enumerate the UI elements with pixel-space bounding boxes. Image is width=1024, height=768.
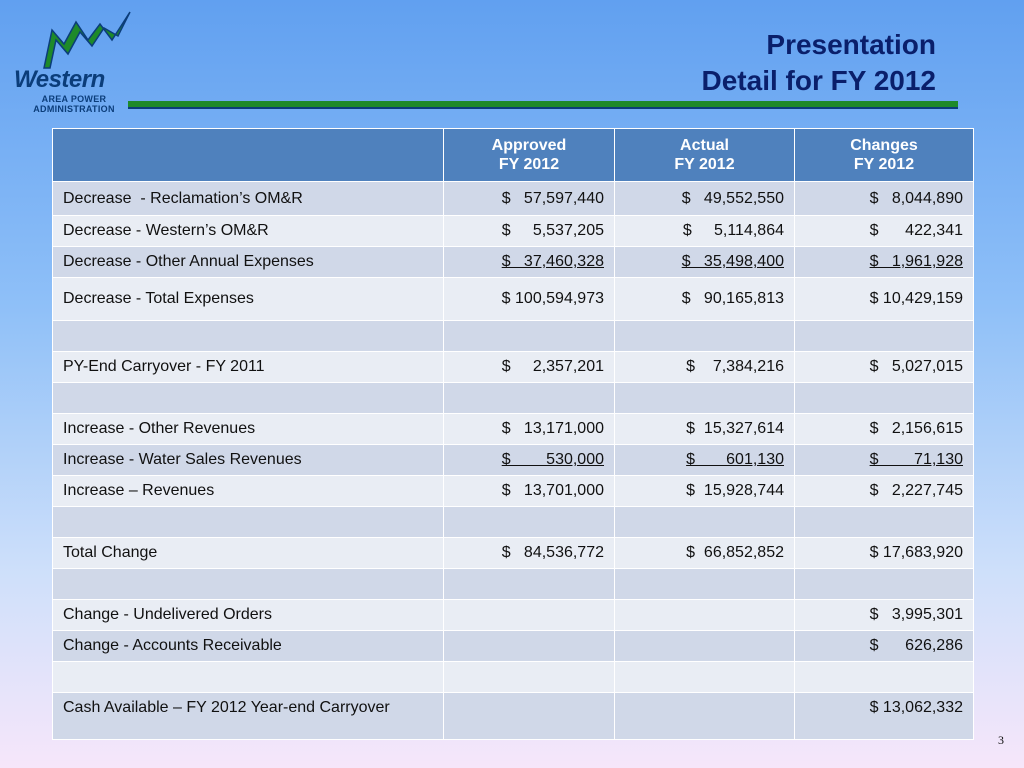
approved-cell-text: $ 37,460,328 (501, 253, 604, 270)
actual-cell (615, 600, 795, 631)
change-cell (795, 662, 974, 693)
row-label-cell-text: Cash Available – FY 2012 Year-end Carryover (63, 699, 390, 716)
table-row (53, 569, 974, 600)
change-cell-text: $ 3,995,301 (869, 606, 963, 623)
row-label-cell (53, 216, 444, 247)
header-actual (615, 129, 795, 182)
table-row (53, 216, 974, 247)
row-label-cell (53, 538, 444, 569)
change-cell-text: $ 71,130 (869, 451, 963, 468)
approved-cell-text: $ 13,171,000 (501, 420, 604, 437)
approved-cell (444, 216, 615, 247)
header-approved (444, 129, 615, 182)
logo-wordmark: Western (14, 66, 105, 93)
change-cell (795, 383, 974, 414)
approved-cell-text: $ 13,701,000 (501, 482, 604, 499)
row-label-cell-text: Decrease - Reclamation’s OM&R (63, 189, 303, 207)
actual-cell-text: $ 66,852,852 (686, 544, 784, 561)
row-label-cell (53, 569, 444, 600)
change-cell (795, 631, 974, 662)
actual-cell-text: $ 49,552,550 (681, 189, 784, 207)
approved-cell (444, 600, 615, 631)
row-label-cell-text: Increase - Other Revenues (63, 420, 256, 437)
change-cell-text: $ 422,341 (869, 222, 963, 239)
change-cell-text: $ 5,027,015 (869, 358, 963, 375)
row-label-cell-text: Total Change (63, 544, 158, 561)
table-row (53, 445, 974, 476)
table-row (53, 507, 974, 538)
page-number: 3 (998, 733, 1004, 747)
actual-cell-text: $ 7,384,216 (686, 358, 784, 375)
approved-cell-text: $ 100,594,973 (501, 290, 604, 307)
change-cell (795, 693, 974, 740)
row-label-cell-text: PY-End Carryover - FY 2011 (63, 358, 265, 375)
approved-cell (444, 278, 615, 321)
approved-cell (444, 247, 615, 278)
table-row (53, 600, 974, 631)
table-row (53, 693, 974, 740)
approved-cell (444, 352, 615, 383)
row-label-cell (53, 693, 444, 740)
change-cell-text: $ 2,227,745 (869, 482, 963, 499)
row-label-cell-text: Increase – Revenues (63, 482, 215, 499)
change-cell (795, 600, 974, 631)
actual-cell-text: $ 601,130 (686, 451, 784, 468)
actual-cell (615, 278, 795, 321)
actual-cell (615, 247, 795, 278)
actual-cell (615, 507, 795, 538)
row-label-cell (53, 247, 444, 278)
row-label-cell (53, 600, 444, 631)
header-changes (795, 129, 974, 182)
change-cell-text: $ 8,044,890 (869, 189, 963, 207)
logo-subtitle-line1: AREA POWER (41, 94, 107, 104)
actual-cell (615, 321, 795, 352)
change-cell (795, 352, 974, 383)
actual-cell (615, 662, 795, 693)
slide-title-line2: Detail for FY 2012 (701, 65, 936, 96)
actual-cell (615, 476, 795, 507)
change-cell (795, 278, 974, 321)
approved-cell (444, 445, 615, 476)
change-cell (795, 414, 974, 445)
table-row (53, 278, 974, 321)
logo-subtitle-line2: ADMINISTRATION (33, 104, 115, 114)
row-label-cell (53, 352, 444, 383)
actual-cell (615, 216, 795, 247)
row-label-cell-text: Decrease - Western’s OM&R (63, 222, 269, 239)
actual-cell-text: $ 15,327,614 (686, 420, 784, 437)
row-label-cell (53, 414, 444, 445)
actual-cell-text: $ 35,498,400 (681, 253, 784, 270)
change-cell (795, 569, 974, 600)
change-cell-text: $ 17,683,920 (869, 544, 963, 561)
approved-cell-text: $ 530,000 (501, 451, 604, 468)
row-label-cell (53, 631, 444, 662)
approved-cell (444, 631, 615, 662)
header-actual-line1: Actual (680, 137, 729, 154)
table-row (53, 476, 974, 507)
actual-cell (615, 693, 795, 740)
actual-cell (615, 569, 795, 600)
approved-cell (444, 414, 615, 445)
change-cell (795, 247, 974, 278)
actual-cell (615, 352, 795, 383)
change-cell-text: $ 626,286 (869, 637, 963, 654)
header-changes-line1: Changes (850, 137, 918, 154)
header-approved-line2: FY 2012 (498, 156, 560, 173)
actual-cell-text: $ 15,928,744 (686, 482, 784, 499)
header-changes-line2: FY 2012 (853, 156, 915, 173)
table-header-row (53, 129, 974, 182)
row-label-cell (53, 321, 444, 352)
actual-cell-text: $ 90,165,813 (681, 290, 784, 307)
header-label (53, 129, 444, 182)
approved-cell (444, 662, 615, 693)
row-label-cell (53, 182, 444, 216)
change-cell-text: $ 13,062,332 (869, 699, 963, 716)
row-label-cell-text: Change - Accounts Receivable (63, 637, 282, 654)
change-cell-text: $ 2,156,615 (869, 420, 963, 437)
row-label-cell-text: Change - Undelivered Orders (63, 606, 272, 623)
table-row (53, 538, 974, 569)
change-cell (795, 216, 974, 247)
table-row (53, 352, 974, 383)
approved-cell (444, 507, 615, 538)
row-label-cell (53, 507, 444, 538)
row-label-cell-text: Decrease - Other Annual Expenses (63, 253, 314, 270)
table-row (53, 321, 974, 352)
table-row (53, 414, 974, 445)
lightning-mountain-icon (42, 10, 132, 70)
approved-cell (444, 321, 615, 352)
approved-cell-text: $ 2,357,201 (501, 358, 604, 375)
actual-cell (615, 182, 795, 216)
slide-title (702, 27, 936, 99)
approved-cell (444, 538, 615, 569)
row-label-cell (53, 445, 444, 476)
row-label-cell (53, 662, 444, 693)
table-row (53, 383, 974, 414)
approved-cell (444, 476, 615, 507)
change-cell-text: $ 10,429,159 (869, 290, 963, 307)
approved-cell (444, 383, 615, 414)
row-label-cell (53, 278, 444, 321)
change-cell (795, 507, 974, 538)
actual-cell-text: $ 5,114,864 (682, 222, 784, 239)
approved-cell-text: $ 57,597,440 (501, 189, 604, 207)
row-label-cell (53, 383, 444, 414)
table-row (53, 182, 974, 216)
approved-cell-text: $ 5,537,205 (501, 222, 604, 239)
table-row (53, 662, 974, 693)
row-label-cell (53, 476, 444, 507)
budget-table (52, 128, 974, 740)
actual-cell (615, 631, 795, 662)
approved-cell (444, 182, 615, 216)
actual-cell (615, 414, 795, 445)
change-cell (795, 476, 974, 507)
approved-cell-text: $ 84,536,772 (501, 544, 604, 561)
approved-cell (444, 569, 615, 600)
actual-cell (615, 538, 795, 569)
western-logo (8, 10, 130, 114)
slide-title-line1: Presentation (766, 29, 936, 60)
header-approved-line1: Approved (491, 137, 567, 154)
change-cell (795, 445, 974, 476)
actual-cell (615, 383, 795, 414)
actual-cell (615, 445, 795, 476)
approved-cell (444, 693, 615, 740)
change-cell (795, 321, 974, 352)
row-label-cell-text: Decrease - Total Expenses (63, 290, 254, 307)
title-divider-accent (128, 107, 958, 109)
table-row (53, 247, 974, 278)
change-cell-text: $ 1,961,928 (869, 253, 963, 270)
header-actual-line2: FY 2012 (674, 156, 735, 173)
row-label-cell-text: Increase - Water Sales Revenues (63, 451, 302, 468)
change-cell (795, 182, 974, 216)
table-row (53, 631, 974, 662)
change-cell (795, 538, 974, 569)
